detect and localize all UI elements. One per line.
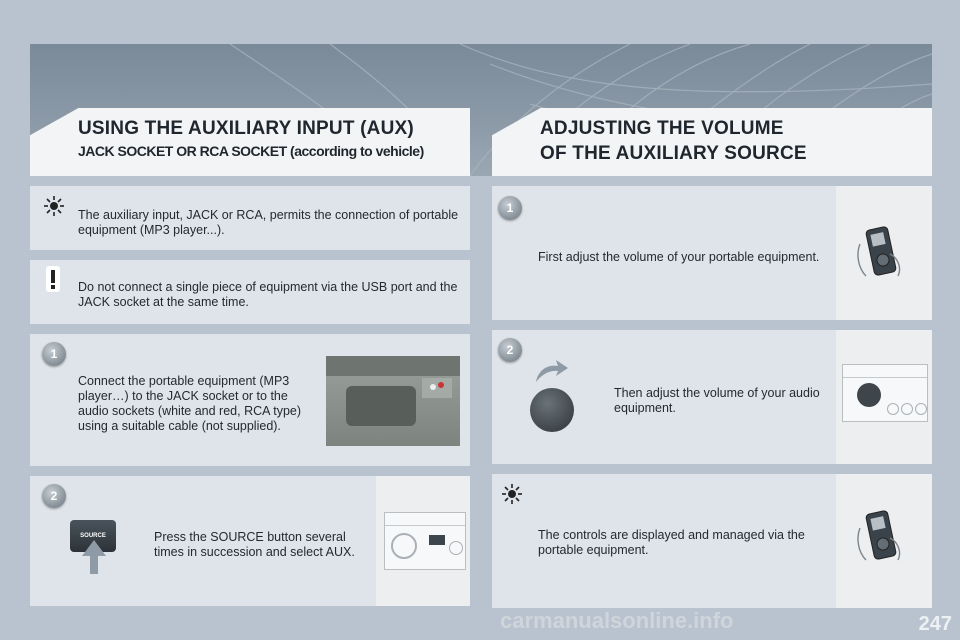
right-title-line1: ADJUSTING THE VOLUME: [540, 118, 784, 139]
step-badge: 2: [42, 484, 66, 508]
right-step2-panel: [492, 330, 932, 464]
warning-icon: [46, 266, 60, 292]
page-number: 247: [918, 613, 952, 635]
mp3-player-icon: [852, 224, 912, 284]
left-subtitle: JACK SOCKET OR RCA SOCKET (according to vehicle): [78, 143, 424, 159]
left-info-panel: [30, 186, 470, 250]
right-step1-text: First adjust the volume of your portable equipment.: [538, 250, 820, 264]
left-step1-text: Connect the portable equipment (MP3 player…) to the JACK socket or to the audio sockets (white and red, RCA type) using a suitable cable (not supplied).: [78, 374, 302, 433]
left-warning-text: Do not connect a single piece of equipment via the USB port and the JACK socket at the same time.: [78, 280, 458, 309]
tip-icon: [502, 484, 522, 504]
left-title: USING THE AUXILIARY INPUT (AUX): [78, 118, 414, 139]
rotate-arrow-icon: [532, 360, 568, 384]
left-info-text: The auxiliary input, JACK or RCA, permits the connection of portable equipment (MP3 player...).: [78, 208, 459, 237]
right-step1-panel: [492, 186, 932, 320]
right-title-line2: OF THE AUXILIARY SOURCE: [540, 143, 807, 164]
radio-volume-thumb: [836, 330, 932, 464]
radio-panel-thumb: [376, 476, 470, 606]
watermark: carmanualsonline.info: [500, 608, 734, 633]
left-step2-panel: [30, 476, 470, 606]
left-step2-text: Press the SOURCE button several times in succession and select AUX.: [154, 530, 355, 559]
volume-knob-illustration: [530, 388, 574, 432]
step-badge: 2: [498, 338, 522, 362]
source-button-illustration: SOURCE: [70, 520, 116, 552]
arrow-up-icon: [82, 540, 106, 574]
mp3-player-icon: [852, 508, 912, 568]
left-step1-panel: [30, 334, 470, 466]
right-step2-text: Then adjust the volume of your audio equipment.: [614, 386, 820, 415]
step-badge: 1: [498, 196, 522, 220]
step-badge: 1: [42, 342, 66, 366]
right-info-panel: [492, 474, 932, 608]
right-info-text: The controls are displayed and managed via the portable equipment.: [538, 528, 805, 557]
mp3-player-thumb: [836, 186, 932, 320]
mp3-player-thumb-2: [836, 474, 932, 608]
left-warning-panel: [30, 260, 470, 324]
tip-icon: [44, 196, 64, 216]
glovebox-photo: [326, 356, 460, 446]
